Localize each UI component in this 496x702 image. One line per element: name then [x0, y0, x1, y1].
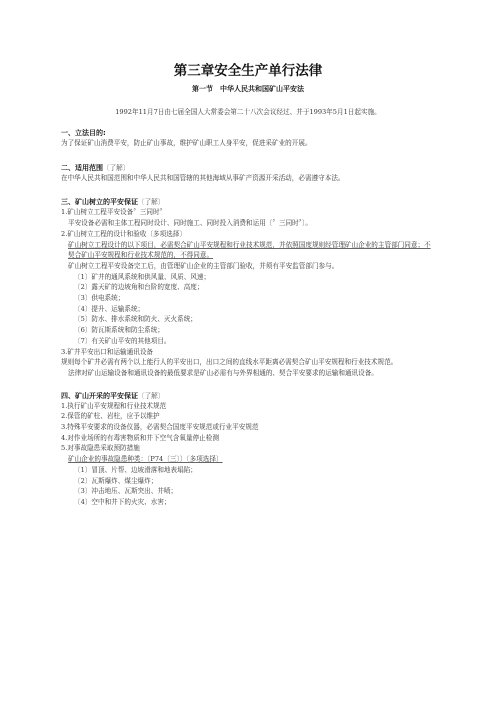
heading-text: 三、矿山树立的平安保证	[61, 198, 138, 207]
section-mining-safety	[61, 391, 435, 508]
body-line: 5.对事故隐患采取预防措施	[61, 444, 140, 453]
body-line: 2.矿山树立工程的设计和验收〔多项选择〕	[61, 229, 186, 238]
heading-tag: 〔了解〕	[103, 163, 130, 172]
section-heading	[61, 128, 435, 138]
body-line: 1.矿山树立工程平安设备〞三同时〞	[61, 208, 167, 217]
section-heading	[61, 197, 435, 207]
body-line: 为了保证矿山消费平安，防止矿山事故，维护矿山职工人身平安，促进采矿业的开展。	[61, 139, 312, 147]
list-item: 〔7〕有关矿山平安的其他项目。	[74, 336, 171, 345]
heading-text: 四、矿山开采的平安保证	[61, 391, 138, 400]
chapter-title: 第三章安全生产单行法律	[173, 63, 323, 79]
intro-paragraph: 1992年11月7日由七届全国人大常委会第二十八次会议经过、并于1993年5月1日起实施。	[115, 108, 381, 116]
list-item: 〔2〕瓦斯爆炸、煤尘爆炸；	[74, 476, 158, 485]
list-item: 〔6〕防瓦斯系统和防尘系统；	[74, 326, 164, 335]
body-line: 4.对作业场所的有毒害物质和井下空气含氧量停止检测	[61, 433, 219, 442]
document-page	[61, 62, 435, 508]
list-item: 〔4〕空中和井下的火灾、水害；	[74, 497, 171, 506]
body-line: 2.保管的矿柱、岩柱，应予以维护	[61, 412, 160, 421]
body-line: 矿山树立工程平安设备完工后，由管理矿山企业的主管部门验收，并须有平安监管部门参与。	[68, 261, 339, 270]
section-legislative-purpose	[61, 128, 435, 149]
section-heading	[61, 391, 435, 401]
heading-text: 一、立法目的:	[61, 129, 106, 137]
list-item: 〔1〕冒顶、片帮、边坡滑落和地表塌陷；	[74, 465, 197, 474]
body-line: 3.特殊平安要求的设备仪器，必需契合国度平安规范或行业平安规范	[61, 423, 259, 432]
section-construction-safety	[61, 197, 435, 378]
body-line: 平安设备必需和主体工程同时设计、同时施工、同时投入消费和运用〔〞三同时〞〕。	[68, 219, 312, 228]
body-line: 1.执行矿山平安规程和行业技术规范	[61, 401, 167, 410]
body-paragraph: 规则每个矿井必需有两个以上能行人的平安出口，出口之间的直线水平距离必需契合矿山平安规程和行业技术规范。	[61, 358, 398, 367]
body-paragraph: 法律对矿山运输设备和通讯设备的最低要求是矿山必需有与外界相通的、契合平安要求的运输和通讯设备。	[68, 368, 378, 377]
section-subtitle: 第一节 中华人民共和国矿山平安法	[192, 85, 304, 93]
list-item: 〔3〕冲击地压、瓦斯突出、井喷；	[74, 487, 178, 496]
heading-tag: 〔了解〕	[138, 391, 165, 400]
section-scope	[61, 163, 435, 184]
list-item: 〔3〕供电系统；	[74, 294, 125, 303]
list-item: 〔5〕防水、排水系统和防火、灭火系统；	[74, 315, 197, 324]
section-heading	[61, 163, 435, 173]
body-paragraph: 矿山树立工程设计的以下项目，必需契合矿山平安规程和行业技术规范，并依照国度规则经管理矿山企业的主管部门同意；不契合矿山平安规程和行业技术规范的，不得同意。	[68, 240, 431, 260]
list-item: 〔1〕矿井的通风系统和供风量、风质、风速；	[74, 272, 211, 281]
body-line: 3.矿井平安出口和运输通讯设备	[61, 347, 154, 356]
heading-text: 二、适用范围	[61, 163, 103, 172]
body-paragraph: 在中华人民共和国范围和中华人民共和国管辖的其他海域从事矿产资源开采活动，必需遵守本法。	[61, 173, 345, 182]
body-line: 矿山企业的事故隐患种类：〔P74〔三〕〕〔多项选择〕	[68, 455, 223, 464]
list-item: 〔2〕露天矿的边坡角和台阶的宽度、高度；	[74, 283, 204, 292]
list-item: 〔4〕提升、运输系统；	[74, 304, 145, 313]
heading-tag: 〔了解〕	[138, 198, 165, 207]
